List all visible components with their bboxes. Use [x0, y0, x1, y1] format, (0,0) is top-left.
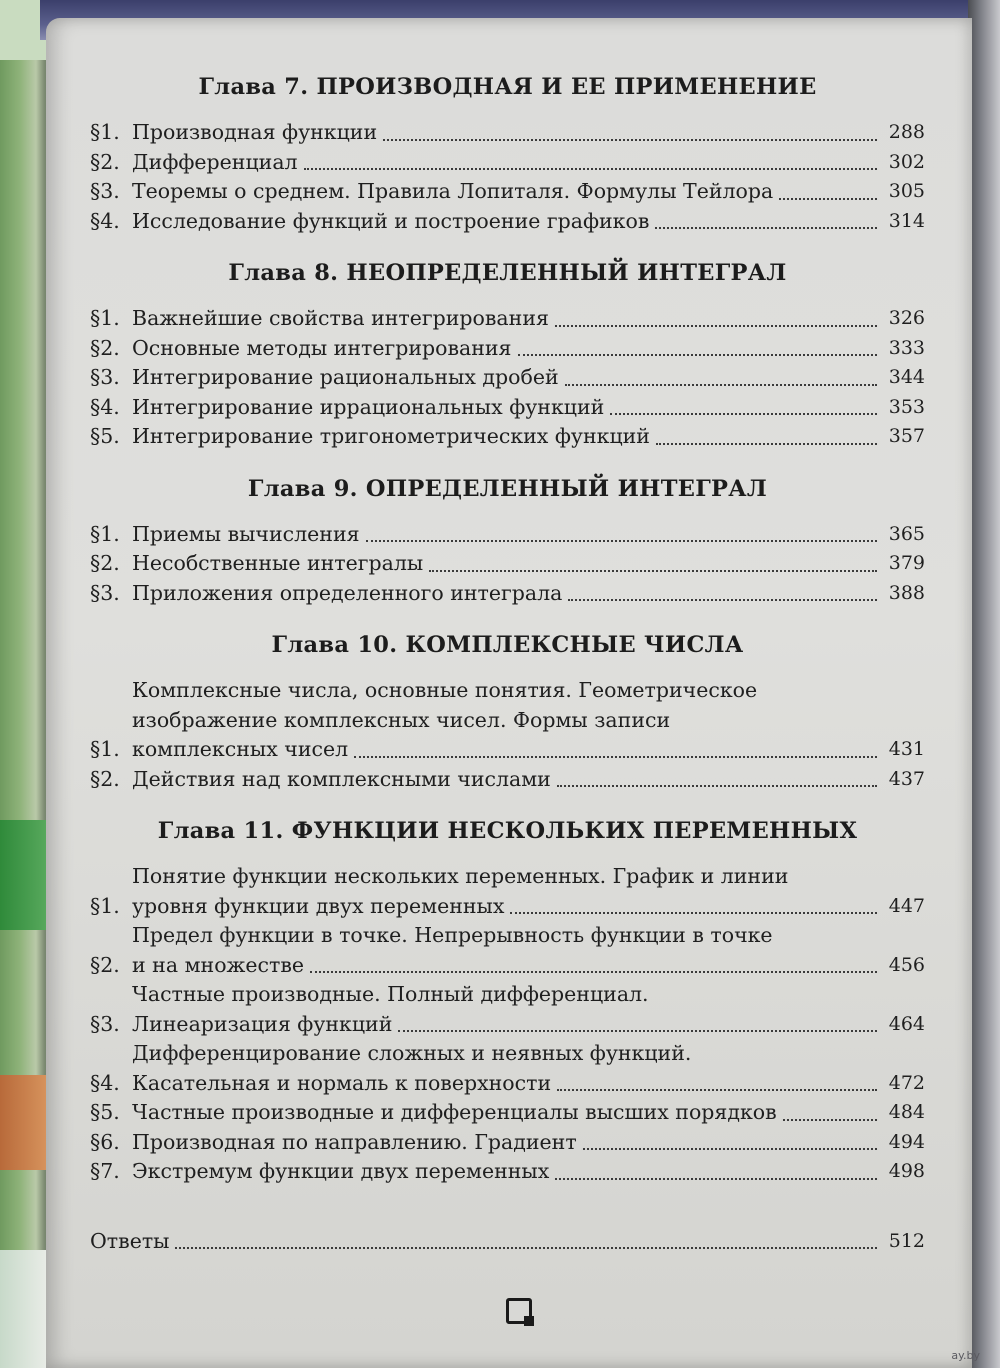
page-number: 305: [888, 180, 925, 202]
section-title-line: Линеаризация функций: [132, 1011, 393, 1036]
answers-label: Ответы: [90, 1228, 170, 1253]
toc-entry[interactable]: [90, 1098, 925, 1128]
section-title-line: Производная функции: [132, 120, 378, 144]
section-number: §2.: [90, 551, 120, 575]
section-title-line: Теоремы о среднем. Правила Лопиталя. Формулы Тейлора: [132, 179, 774, 203]
chapter-heading: Глава 9. ОПРЕДЕЛЕННЫЙ ИНТЕГРАЛ: [247, 475, 768, 502]
section-number: §3.: [90, 580, 120, 605]
toc-entry[interactable]: [90, 304, 925, 334]
section-title-line: Экстремум функции двух переменных: [132, 1159, 550, 1183]
dot-leader: [398, 1029, 877, 1032]
section-number: §7.: [90, 1159, 120, 1183]
section-title-line: Дифференцирование сложных и неявных функций.: [132, 1041, 692, 1065]
table-of-contents: [90, 60, 925, 1256]
section-title-line: изображение комплексных чисел. Формы записи: [132, 707, 671, 732]
section-title-line: Предел функции в точке. Непрерывность функции в точке: [132, 923, 773, 947]
page-number: 447: [888, 894, 925, 917]
section-title-line: Дифференциал: [132, 149, 298, 174]
section-title-line: Важнейшие свойства интегрирования: [132, 306, 549, 330]
book-cover-stripe: [0, 1075, 46, 1170]
page-number: 437: [888, 767, 925, 790]
page-number: 357: [888, 425, 925, 447]
toc-entry[interactable]: [90, 207, 925, 237]
dot-leader: [557, 784, 877, 787]
section-title-line: Основные методы интегрирования: [132, 335, 512, 360]
toc-entry[interactable]: [90, 921, 925, 980]
section-number: §2.: [90, 952, 120, 977]
page-number: 456: [888, 953, 925, 976]
toc-entry[interactable]: [90, 393, 925, 423]
chapter-heading: Глава 7. ПРОИЗВОДНАЯ И ЕЕ ПРИМЕНЕНИЕ: [198, 74, 817, 100]
dot-leader: [304, 167, 877, 170]
toc-entry[interactable]: [90, 1039, 925, 1098]
toc-entry[interactable]: [90, 1157, 925, 1187]
page-number: 464: [888, 1012, 925, 1035]
section-title-line: уровня функции двух переменных: [132, 893, 505, 918]
toc-entry[interactable]: [90, 422, 925, 452]
section-number: §4.: [90, 394, 120, 419]
section-title-line: Частные производные. Полный дифференциал.: [132, 982, 649, 1006]
section-title-line: Приложения определенного интеграла: [132, 580, 563, 605]
section-title-line: Приемы вычисления: [132, 521, 360, 546]
section-title-line: Производная по направлению. Градиент: [132, 1129, 577, 1154]
page-number: 494: [888, 1130, 925, 1153]
section-number: §2.: [90, 335, 120, 360]
page-number: 365: [888, 522, 925, 545]
section-title-line: комплексных чисел: [132, 737, 349, 761]
toc-entry[interactable]: [90, 1128, 925, 1158]
section-number: §1.: [90, 120, 120, 144]
section-number: §3.: [90, 365, 120, 389]
page-number: 484: [888, 1101, 925, 1123]
end-of-chapter-mark-icon: [506, 1298, 532, 1324]
page-number: 314: [888, 209, 925, 232]
page-number: 431: [888, 738, 925, 760]
section-number: §3.: [90, 179, 120, 203]
page-number: 388: [888, 581, 925, 604]
section-number: §1.: [90, 306, 120, 330]
book-right-edge: [968, 0, 1000, 1368]
book-cover-stripe: [0, 1250, 46, 1368]
section-number: §2.: [90, 766, 120, 791]
dot-leader: [583, 1147, 877, 1150]
dot-leader: [366, 539, 877, 542]
section-title-line: Касательная и нормаль к поверхности: [132, 1070, 552, 1095]
section-title-line: Интегрирование иррациональных функций: [132, 394, 605, 419]
section-title-line: Интегрирование тригонометрических функций: [132, 424, 650, 448]
page-number: 344: [888, 366, 925, 388]
toc-entry[interactable]: [90, 177, 925, 207]
page-number: 353: [888, 395, 925, 418]
section-number: §1.: [90, 737, 120, 761]
section-title-line: и на множестве: [132, 952, 305, 977]
section-title-line: Исследование функций и построение графиков: [132, 208, 650, 233]
section-title-line: Частные производные и дифференциалы высших порядков: [132, 1100, 777, 1124]
dot-leader: [555, 324, 877, 327]
section-title-line: Интегрирование рациональных дробей: [132, 365, 559, 389]
dot-leader: [568, 598, 877, 601]
toc-entry[interactable]: [90, 676, 925, 765]
page-number: 512: [888, 1229, 925, 1252]
dot-leader: [555, 1177, 877, 1180]
toc-entry[interactable]: [90, 363, 925, 393]
toc-entry[interactable]: [90, 579, 925, 609]
dot-leader: [510, 911, 877, 914]
section-title-line: Действия над комплексными числами: [132, 766, 551, 791]
dot-leader: [383, 138, 877, 141]
section-title-line: Комплексные числа, основные понятия. Геометрическое: [132, 678, 758, 702]
section-number: §5.: [90, 1100, 120, 1124]
toc-entry[interactable]: [90, 148, 925, 178]
toc-entry[interactable]: [90, 862, 925, 921]
toc-entry[interactable]: [90, 118, 925, 148]
dot-leader: [354, 755, 877, 758]
section-title-line: Несобственные интегралы: [132, 551, 424, 575]
section-number: §1.: [90, 893, 120, 918]
dot-leader: [783, 1118, 877, 1121]
toc-entry[interactable]: [90, 549, 925, 579]
section-number: §4.: [90, 1070, 120, 1095]
section-title-line: Понятие функции нескольких переменных. График и линии: [132, 864, 789, 888]
toc-entry-answers[interactable]: [90, 1227, 925, 1257]
page-number: 333: [888, 336, 925, 359]
dot-leader: [175, 1246, 877, 1249]
section-number: §3.: [90, 1011, 120, 1036]
chapter-heading: Глава 8. НЕОПРЕДЕЛЕННЫЙ ИНТЕГРАЛ: [228, 260, 787, 286]
chapter-heading: Глава 10. КОМПЛЕКСНЫЕ ЧИСЛА: [271, 632, 744, 658]
toc-entry[interactable]: [90, 765, 925, 795]
toc-entry[interactable]: [90, 520, 925, 550]
section-number: §6.: [90, 1129, 120, 1154]
page-number: 288: [888, 121, 925, 143]
section-number: §5.: [90, 424, 120, 448]
dot-leader: [310, 970, 877, 973]
watermark: ay.by: [951, 1349, 980, 1362]
dot-leader: [429, 569, 877, 572]
section-number: §2.: [90, 149, 120, 174]
section-number: §1.: [90, 521, 120, 546]
page-number: 302: [888, 150, 925, 173]
page-number: 498: [888, 1160, 925, 1182]
chapter-heading: Глава 11. ФУНКЦИИ НЕСКОЛЬКИХ ПЕРЕМЕННЫХ: [157, 818, 858, 844]
dot-leader: [655, 226, 877, 229]
page-number: 472: [888, 1071, 925, 1094]
book-cover-stripe: [0, 820, 46, 930]
page-number: 379: [888, 552, 925, 574]
toc-entry[interactable]: [90, 334, 925, 364]
toc-entry[interactable]: [90, 980, 925, 1039]
dot-leader: [565, 383, 877, 386]
dot-leader: [610, 412, 877, 415]
dot-leader: [779, 197, 877, 200]
dot-leader: [656, 442, 877, 445]
dot-leader: [557, 1088, 877, 1091]
page-number: 326: [888, 307, 925, 329]
section-number: §4.: [90, 208, 120, 233]
dot-leader: [518, 353, 878, 356]
